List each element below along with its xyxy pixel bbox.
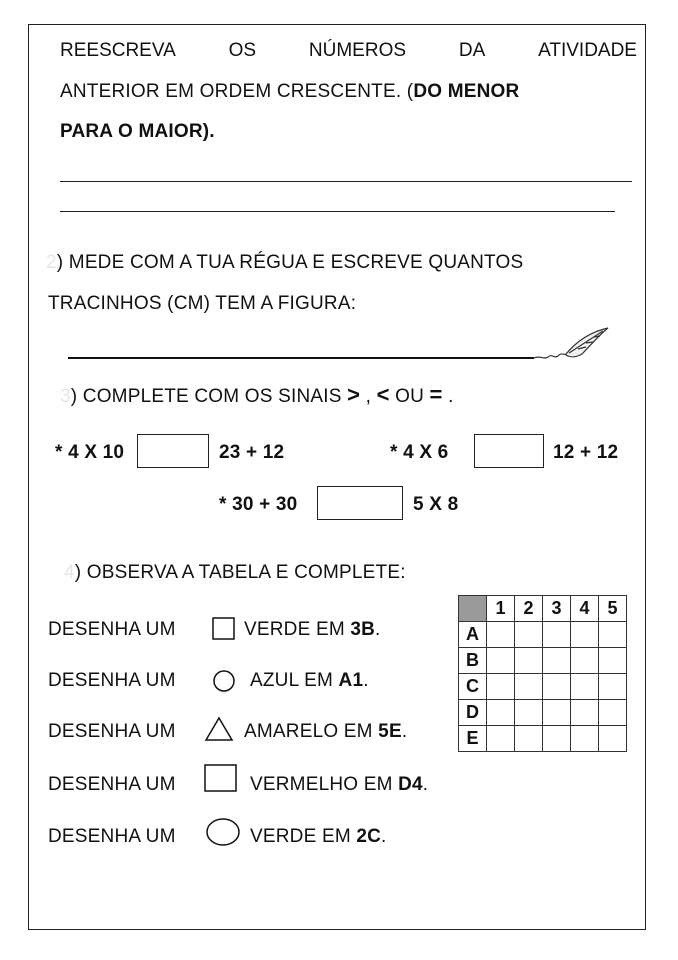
instruction-2-text — [250, 670, 369, 692]
table-cell[interactable] — [571, 674, 599, 700]
instruction-end: . — [363, 670, 369, 691]
answer-box-1[interactable] — [137, 434, 209, 468]
table-cell[interactable] — [543, 648, 571, 674]
square-icon — [212, 617, 236, 641]
table-cell[interactable] — [487, 648, 515, 674]
table-row — [459, 622, 627, 648]
table-cell[interactable] — [515, 622, 543, 648]
q1-word: DA — [458, 40, 486, 61]
q3-end: . — [442, 386, 454, 407]
rectangle-icon — [204, 764, 238, 794]
q3-prefix: ) COMPLETE COM OS SINAIS — [70, 386, 348, 407]
table-cell[interactable] — [571, 726, 599, 752]
table-cell[interactable] — [543, 726, 571, 752]
q3-or: OU — [389, 386, 430, 407]
table-header-row — [459, 596, 627, 622]
instruction-color: VERMELHO EM — [250, 774, 399, 795]
sign-equal: = — [429, 382, 443, 407]
table-cell[interactable] — [571, 700, 599, 726]
column-header: 3 — [543, 596, 571, 622]
q3-item-3-right: 5 X 8 — [413, 494, 459, 515]
table-corner — [459, 596, 487, 622]
q3-sep: , — [360, 386, 377, 407]
column-header: 5 — [599, 596, 627, 622]
instruction-3-text — [244, 721, 407, 743]
instruction-prefix: DESENHA UM — [48, 619, 176, 640]
q4-title — [64, 562, 406, 584]
instruction-color: AMARELO EM — [244, 721, 379, 742]
instruction-prefix: DESENHA UM — [48, 721, 176, 742]
column-header: 2 — [515, 596, 543, 622]
table-row — [459, 700, 627, 726]
table-cell[interactable] — [571, 622, 599, 648]
instruction-prefix: DESENHA UM — [48, 826, 176, 847]
table-cell[interactable] — [599, 700, 627, 726]
q1-line-2-bold: DO MENOR — [413, 81, 520, 102]
table-cell[interactable] — [487, 622, 515, 648]
table-cell[interactable] — [515, 648, 543, 674]
table-cell[interactable] — [599, 622, 627, 648]
table-row — [459, 726, 627, 752]
table-cell[interactable] — [543, 622, 571, 648]
q1-word: NÚMEROS — [308, 40, 407, 61]
instruction-prefix: DESENHA UM — [48, 670, 176, 691]
table-row — [459, 648, 627, 674]
table-cell[interactable] — [515, 726, 543, 752]
oval-icon — [205, 817, 241, 847]
instruction-5-text — [250, 826, 387, 848]
coordinate-table — [458, 595, 627, 752]
instruction-prefix: DESENHA UM — [48, 774, 176, 795]
row-header: B — [459, 648, 487, 674]
instruction-4-text — [250, 774, 428, 796]
q3-item-2-right: 12 + 12 — [553, 442, 619, 463]
table-cell[interactable] — [543, 674, 571, 700]
answer-line-2[interactable] — [60, 211, 615, 212]
table-cell[interactable] — [487, 726, 515, 752]
q3-item-1-right: 23 + 12 — [219, 442, 285, 463]
q3-item-3-left: * 30 + 30 — [219, 494, 298, 515]
answer-box-2[interactable] — [474, 434, 544, 468]
answer-line-1[interactable] — [60, 181, 632, 182]
q2-number: 2 — [46, 252, 57, 273]
instruction-color: AZUL EM — [250, 670, 339, 691]
q2-text: ) MEDE COM A TUA RÉGUA E ESCREVE QUANTOS — [56, 252, 524, 273]
instruction-color: VERDE EM — [244, 619, 351, 640]
column-header: 1 — [487, 596, 515, 622]
table-cell[interactable] — [543, 700, 571, 726]
table-row — [459, 674, 627, 700]
sign-greater: > — [347, 382, 361, 407]
instruction-cell: 2C — [356, 826, 382, 847]
sign-less: < — [376, 382, 390, 407]
q4-number: 4 — [64, 562, 75, 583]
q1-line-2 — [60, 81, 519, 103]
column-header: 4 — [571, 596, 599, 622]
instruction-color: VERDE EM — [250, 826, 357, 847]
q1-line-2-text: ANTERIOR EM ORDEM CRESCENTE. ( — [60, 81, 414, 102]
table-cell[interactable] — [571, 648, 599, 674]
table-cell[interactable] — [599, 674, 627, 700]
row-header: C — [459, 674, 487, 700]
instruction-end: . — [422, 774, 429, 795]
q2-line-1 — [46, 252, 523, 274]
table-cell[interactable] — [599, 726, 627, 752]
q3-item-2-left: * 4 X 6 — [390, 442, 449, 463]
answer-box-3[interactable] — [317, 486, 403, 520]
q1-line-3: PARA O MAIOR). — [60, 121, 215, 142]
instruction-1-text — [244, 619, 381, 641]
row-header: A — [459, 622, 487, 648]
row-header: D — [459, 700, 487, 726]
row-header: E — [459, 726, 487, 752]
q4-title-text: ) OBSERVA A TABELA E COMPLETE: — [74, 562, 406, 583]
instruction-end: . — [375, 619, 381, 640]
instruction-end: . — [381, 826, 387, 847]
instruction-cell: D4 — [398, 774, 423, 795]
q1-word: ATIVIDADE — [538, 40, 637, 61]
q2-line-2: TRACINHOS (CM) TEM A FIGURA: — [48, 293, 357, 314]
instruction-cell: A1 — [338, 670, 364, 691]
q3-number: 3 — [60, 386, 71, 407]
q1-word: REESCREVA — [60, 40, 176, 61]
q1-line-1 — [60, 40, 637, 62]
table-cell[interactable] — [487, 700, 515, 726]
q1-word: OS — [228, 40, 257, 61]
table-cell[interactable] — [487, 674, 515, 700]
table-cell[interactable] — [515, 674, 543, 700]
ruler-figure — [66, 322, 614, 366]
instruction-cell: 5E — [378, 721, 402, 742]
instruction-cell: 3B — [350, 619, 376, 640]
feather-pen-icon — [534, 328, 608, 358]
triangle-icon — [204, 716, 234, 742]
q3-item-1-left: * 4 X 10 — [55, 442, 125, 463]
circle-icon — [211, 669, 237, 693]
table-cell[interactable] — [599, 648, 627, 674]
instruction-end: . — [401, 721, 408, 742]
q3-title — [60, 382, 454, 408]
table-cell[interactable] — [515, 700, 543, 726]
